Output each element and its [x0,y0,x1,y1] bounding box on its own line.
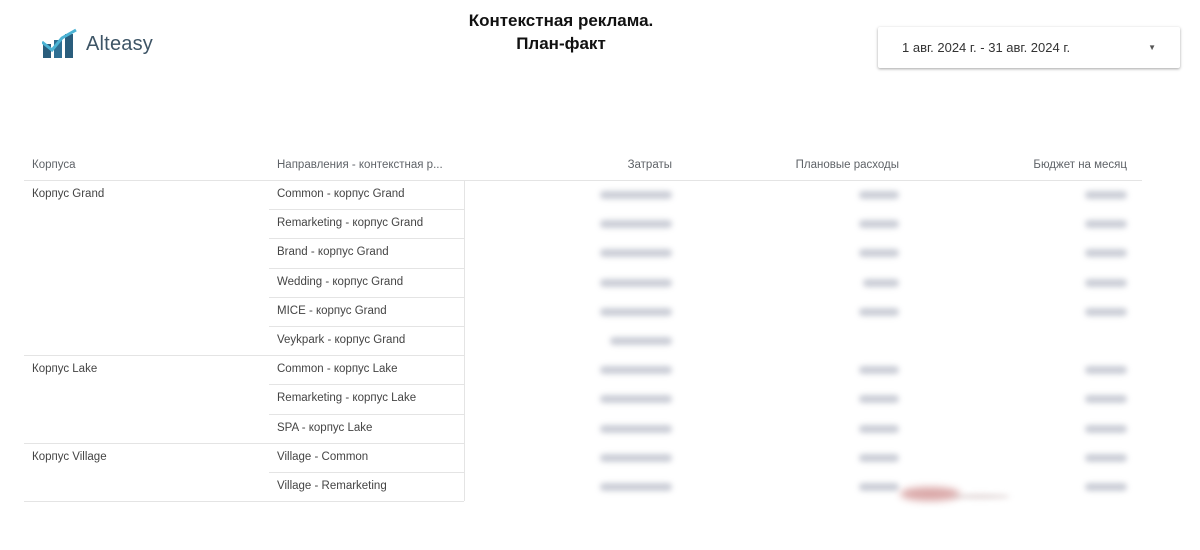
budget-value-redacted [1085,279,1127,287]
budget-value-redacted [1085,454,1127,462]
spend-value-redacted [600,279,672,287]
brand-name: Alteasy [86,32,153,55]
spend-value-redacted [600,395,672,403]
pen-smear [900,487,960,501]
page-title [380,9,742,55]
budget-value-redacted [1085,220,1127,228]
budget-value-redacted [1085,308,1127,316]
group-name: Корпус Village [32,450,107,463]
planned-value-redacted [859,249,899,257]
group-name: Корпус Lake [32,363,98,376]
page-title-line1: Контекстная реклама. [468,11,654,30]
planned-value-redacted [859,454,899,462]
row-direction: SPA - корпус Lake [277,421,373,434]
row-direction: Common - корпус Lake [277,363,398,376]
budget-value-redacted [1085,425,1127,433]
date-range-value: 1 авг. 2024 г. - 31 авг. 2024 г. [902,40,1071,55]
budget-value-redacted [1085,483,1127,491]
spend-value-redacted [610,337,672,345]
planned-value-redacted [859,425,899,433]
row-direction: Veykpark - корпус Grand [277,334,406,346]
spend-value-redacted [600,425,672,433]
planned-value-redacted [859,220,899,228]
spend-value-redacted [600,249,672,257]
planned-value-redacted [859,366,899,374]
column-header[interactable]: Бюджет на месяц [1033,159,1127,171]
budget-value-redacted [1085,366,1127,374]
pen-smear-trail [950,494,1010,499]
column-header[interactable]: Затраты [627,159,672,171]
alteasy-logo-icon [42,28,78,60]
row-direction: Wedding - корпус Grand [277,275,404,288]
budget-value-redacted [1085,249,1127,257]
page-title-line2: План-факт [516,34,606,53]
row-direction: Village - Remarketing [277,480,387,492]
spend-value-redacted [600,454,672,462]
planned-value-redacted [859,395,899,403]
row-direction: Remarketing - корпус Lake [277,392,417,405]
spend-value-redacted [600,220,672,228]
planned-value-redacted [859,483,899,491]
spend-value-redacted [600,191,672,199]
brand-logo [42,28,153,60]
group-name: Корпус Grand [32,188,105,200]
spend-value-redacted [600,483,672,491]
column-header[interactable]: Плановые расходы [795,159,899,171]
column-divider [464,180,465,501]
budget-value-redacted [1085,191,1127,199]
group-divider [24,501,269,502]
row-divider [269,501,464,502]
budget-value-redacted [1085,395,1127,403]
row-direction: MICE - корпус Grand [277,304,387,317]
date-range-picker[interactable] [878,27,1180,68]
dropdown-arrow-icon: ▼ [1148,43,1156,52]
column-header[interactable]: Направления - контекстная р... [277,159,443,171]
row-direction: Brand - корпус Grand [277,246,389,259]
spend-value-redacted [600,308,672,316]
column-header[interactable]: Корпуса [32,159,76,171]
row-direction: Village - Common [277,450,369,463]
planned-value-redacted [859,191,899,199]
row-direction: Common - корпус Grand [277,188,405,200]
spend-value-redacted [600,366,672,374]
planned-value-redacted [859,308,899,316]
row-direction: Remarketing - корпус Grand [277,217,424,230]
planned-value-redacted [863,279,899,287]
